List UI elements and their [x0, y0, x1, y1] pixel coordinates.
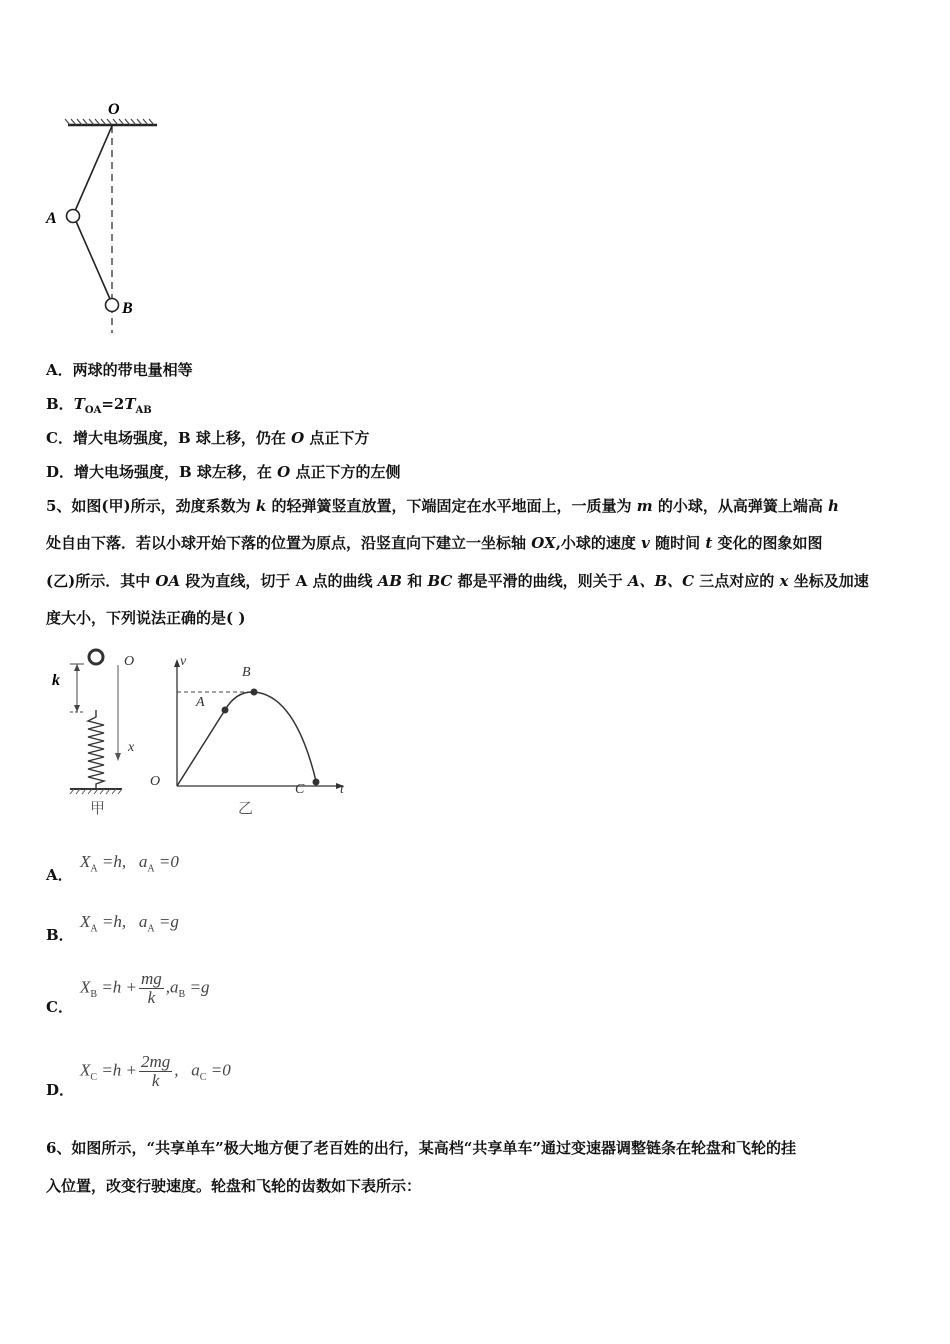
denominator: k	[151, 1071, 160, 1090]
point-a	[222, 707, 229, 714]
q5-line-2	[46, 533, 822, 553]
numerator: 2mg	[141, 1052, 171, 1071]
sub: A	[147, 863, 155, 875]
sub: A	[90, 863, 98, 875]
symbol-ab: AB	[377, 572, 402, 590]
q5-option-c[interactable]	[46, 997, 73, 1017]
caption-jia: 甲	[90, 799, 106, 817]
numerator: mg	[141, 969, 162, 988]
var-a: a	[138, 852, 148, 871]
point-c	[313, 779, 320, 786]
q5-option-d[interactable]	[46, 1080, 74, 1100]
k-arrow-down	[74, 705, 80, 712]
string-oa	[75, 126, 112, 211]
text: 变化的图象如图	[712, 534, 823, 552]
option-label: C．	[46, 998, 73, 1016]
symbol-m: m	[636, 497, 653, 515]
sub: B	[178, 988, 186, 1000]
option-text: 点正下方的左侧	[290, 463, 401, 481]
eq: =g	[158, 912, 179, 931]
comma: ,	[165, 977, 171, 997]
eq: =h +	[101, 1060, 138, 1080]
q5-option-b-formula	[80, 912, 179, 934]
symbol-ox: OX	[531, 534, 556, 552]
label-k: k	[52, 672, 60, 689]
var-x: X	[80, 1060, 91, 1080]
symbol-x: x	[779, 572, 789, 590]
fraction	[139, 970, 164, 1007]
ball-b	[106, 299, 119, 312]
fraction	[139, 1053, 172, 1090]
symbol-v: v	[641, 534, 650, 552]
denominator: k	[147, 988, 156, 1007]
label-a: A	[46, 210, 57, 227]
text: (乙)所示．其中	[46, 572, 156, 590]
var-x: X	[80, 912, 91, 931]
eq: =0	[210, 1060, 231, 1080]
eq: =g	[189, 977, 210, 997]
q4-option-a[interactable]	[46, 360, 193, 380]
text: 段为直线，切于 A 点的曲线	[180, 572, 378, 590]
sub: C	[199, 1071, 207, 1083]
option-text: 增大电场强度，B 球左移，在	[74, 463, 278, 481]
var-a: a	[170, 977, 179, 997]
var-x: X	[80, 852, 91, 871]
label-x-jia: x	[128, 740, 135, 755]
symbol-t: t	[705, 534, 713, 552]
tension-sub: AB	[135, 405, 152, 416]
text: 5、如图(甲)所示，劲度系数为	[46, 497, 256, 515]
label-b: B	[122, 300, 133, 317]
text: 随时间	[649, 534, 706, 552]
k-arrow-up	[74, 664, 80, 671]
q5-option-d-formula	[80, 1053, 231, 1090]
option-text: 点正下方	[304, 429, 370, 447]
comma: ,	[174, 1060, 179, 1080]
label-a-yi: A	[196, 695, 205, 710]
ball-icon	[89, 650, 103, 664]
q5-option-a-formula	[80, 852, 179, 874]
q4-option-c[interactable]	[46, 428, 369, 448]
eq: =h,	[101, 852, 127, 871]
option-label: B．	[46, 395, 74, 413]
symbol-h: h	[828, 497, 839, 515]
symbol-abc: A、B、C	[627, 572, 695, 590]
text: 三点对应的	[694, 572, 780, 590]
q6-line-1: 6、如图所示，“共享单车”极大地方便了老百姓的出行，某高档“共享单车”通过变速器调整链条在轮盘和飞轮的挂	[46, 1139, 796, 1157]
text: 的轻弹簧竖直放置，下端固定在水平地面上，一质量为	[266, 497, 637, 515]
var-x: X	[80, 977, 91, 997]
sub: C	[90, 1071, 98, 1083]
tension-symbol: T	[124, 395, 136, 413]
label-b-yi: B	[242, 665, 251, 680]
point-b	[251, 689, 258, 696]
eq: =h,	[101, 912, 127, 931]
string-ab	[75, 219, 110, 299]
q5-line-1	[46, 496, 839, 516]
label-c-yi: C	[295, 782, 305, 797]
caption-yi: 乙	[238, 799, 254, 817]
tension-symbol: T	[73, 395, 85, 413]
var-a: a	[138, 912, 148, 931]
point-o: O	[291, 429, 305, 447]
q5-line-4: 度大小，下列说法正确的是( )	[46, 609, 246, 627]
text: 都是平滑的曲线，则关于	[452, 572, 628, 590]
text: 处自由下落．若以小球开始下落的位置为原点，沿竖直向下建立一坐标轴	[46, 534, 532, 552]
symbol-bc: BC	[427, 572, 453, 590]
eq: =0	[158, 852, 179, 871]
q5-option-b[interactable]	[46, 925, 74, 945]
var-a: a	[191, 1060, 200, 1080]
option-label: D．	[46, 463, 75, 481]
symbol-k: k	[255, 497, 267, 515]
text: 坐标及加速	[788, 572, 869, 590]
spring	[88, 710, 104, 789]
sub: B	[90, 988, 98, 1000]
ball-a	[67, 210, 80, 223]
q5-option-c-formula	[80, 970, 209, 1007]
x-arrow	[115, 753, 121, 761]
sub: A	[90, 923, 98, 935]
q4-option-b[interactable]	[46, 394, 152, 421]
text: ,小球的速度	[555, 534, 642, 552]
text: 的小球，从高弹簧上端高	[652, 497, 829, 515]
q6-line-2: 入位置，改变行驶速度。轮盘和飞轮的齿数如下表所示：	[46, 1177, 422, 1195]
label-o-jia: O	[124, 654, 135, 669]
option-label: B．	[46, 926, 74, 944]
label-o: O	[108, 101, 120, 118]
option-text: 两球的带电量相等	[72, 361, 193, 379]
option-label: A．	[46, 866, 73, 884]
equals-text: =2	[101, 395, 125, 413]
q5-line-3	[46, 571, 869, 591]
label-o-yi: O	[150, 774, 161, 789]
option-label: A．	[46, 361, 73, 379]
q5-option-a[interactable]	[46, 865, 73, 885]
option-text: 增大电场强度，B 球上移，仍在	[72, 429, 292, 447]
label-v: v	[180, 654, 187, 669]
figure-spring-graph	[40, 645, 370, 825]
text: 和	[402, 572, 428, 590]
point-o: O	[277, 463, 291, 481]
eq: =h +	[101, 977, 138, 997]
label-t-yi: t	[340, 782, 344, 797]
sub: A	[147, 923, 155, 935]
figure-pendulum	[40, 98, 180, 338]
option-label: C．	[46, 429, 73, 447]
tension-sub: OA	[84, 405, 102, 416]
symbol-oa: OA	[155, 572, 181, 590]
option-label: D．	[46, 1081, 75, 1099]
q4-option-d[interactable]	[46, 462, 400, 482]
